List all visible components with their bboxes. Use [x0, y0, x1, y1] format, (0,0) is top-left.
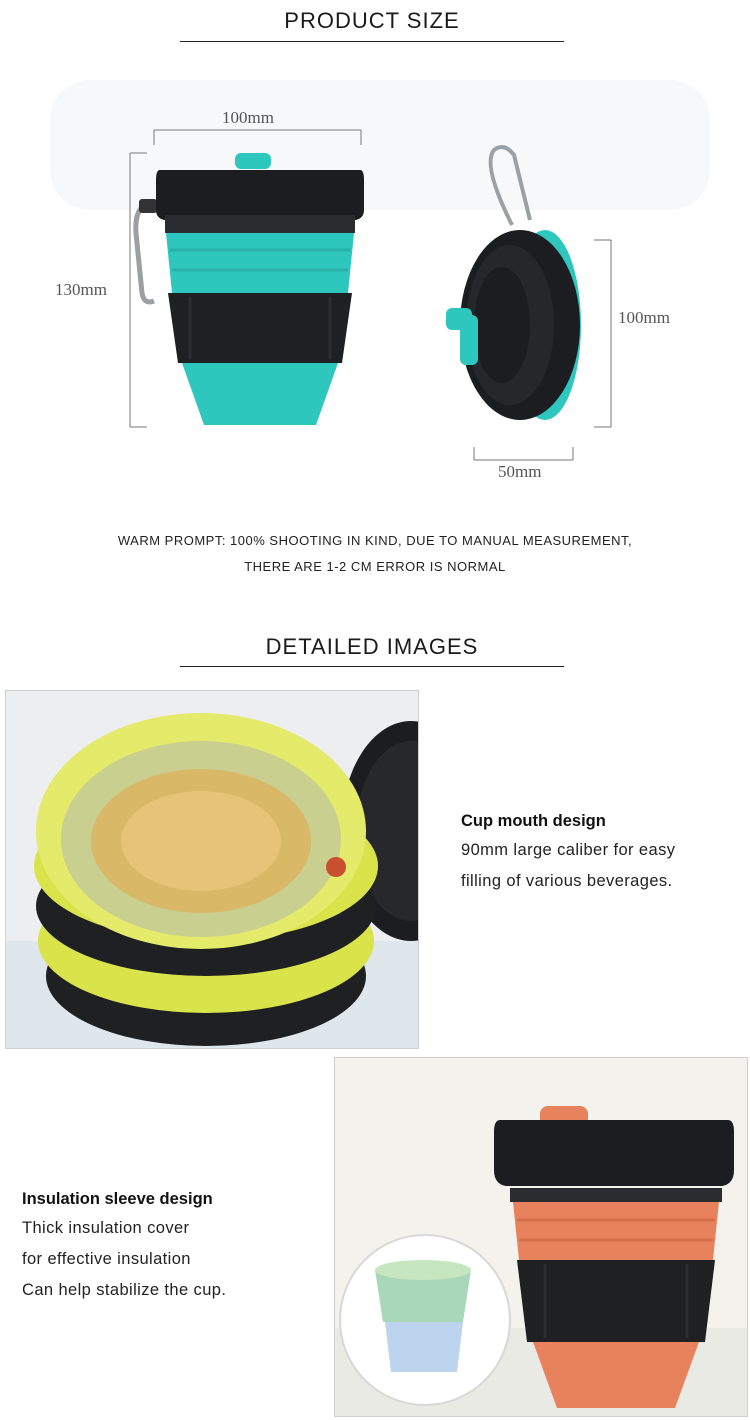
- feature-cup-mouth-line-1: 90mm large caliber for easy: [461, 841, 676, 859]
- feature-cup-mouth-line-2: filling of various beverages.: [461, 872, 673, 890]
- warm-prompt: [60, 528, 690, 580]
- insulation-sleeve-photo: [334, 1057, 748, 1417]
- feature-insulation-sleeve: [22, 1190, 322, 1300]
- detailed-images-rule: [180, 666, 564, 667]
- feature-insulation-sleeve-line-1: Thick insulation cover: [22, 1219, 190, 1237]
- folded-depth-dimension-label: 50mm: [498, 462, 542, 481]
- cup-mouth-photo: [5, 690, 419, 1049]
- width-dimension-label: 100mm: [222, 108, 274, 127]
- warm-prompt-line-2: THERE ARE 1-2 CM ERROR IS NORMAL: [244, 559, 506, 574]
- detailed-images-title: DETAILED IMAGES: [265, 634, 479, 659]
- cup-illustration: [40, 75, 720, 495]
- product-size-rule: [180, 41, 564, 42]
- product-size-title: PRODUCT SIZE: [284, 8, 460, 33]
- feature-cup-mouth-title: Cup mouth design: [461, 812, 606, 830]
- feature-insulation-sleeve-line-3: Can help stabilize the cup.: [22, 1281, 227, 1299]
- feature-insulation-sleeve-line-2: for effective insulation: [22, 1250, 191, 1268]
- folded-height-dimension-label: 100mm: [618, 308, 670, 327]
- product-size-diagram: [40, 75, 720, 495]
- feature-insulation-sleeve-title: Insulation sleeve design: [22, 1190, 213, 1208]
- feature-cup-mouth: [461, 812, 741, 891]
- height-dimension-label: 130mm: [55, 280, 107, 299]
- expanded-cup: [136, 153, 364, 425]
- warm-prompt-line-1: WARM PROMPT: 100% SHOOTING IN KIND, DUE TO MANUAL MEASUREMENT,: [117, 533, 633, 548]
